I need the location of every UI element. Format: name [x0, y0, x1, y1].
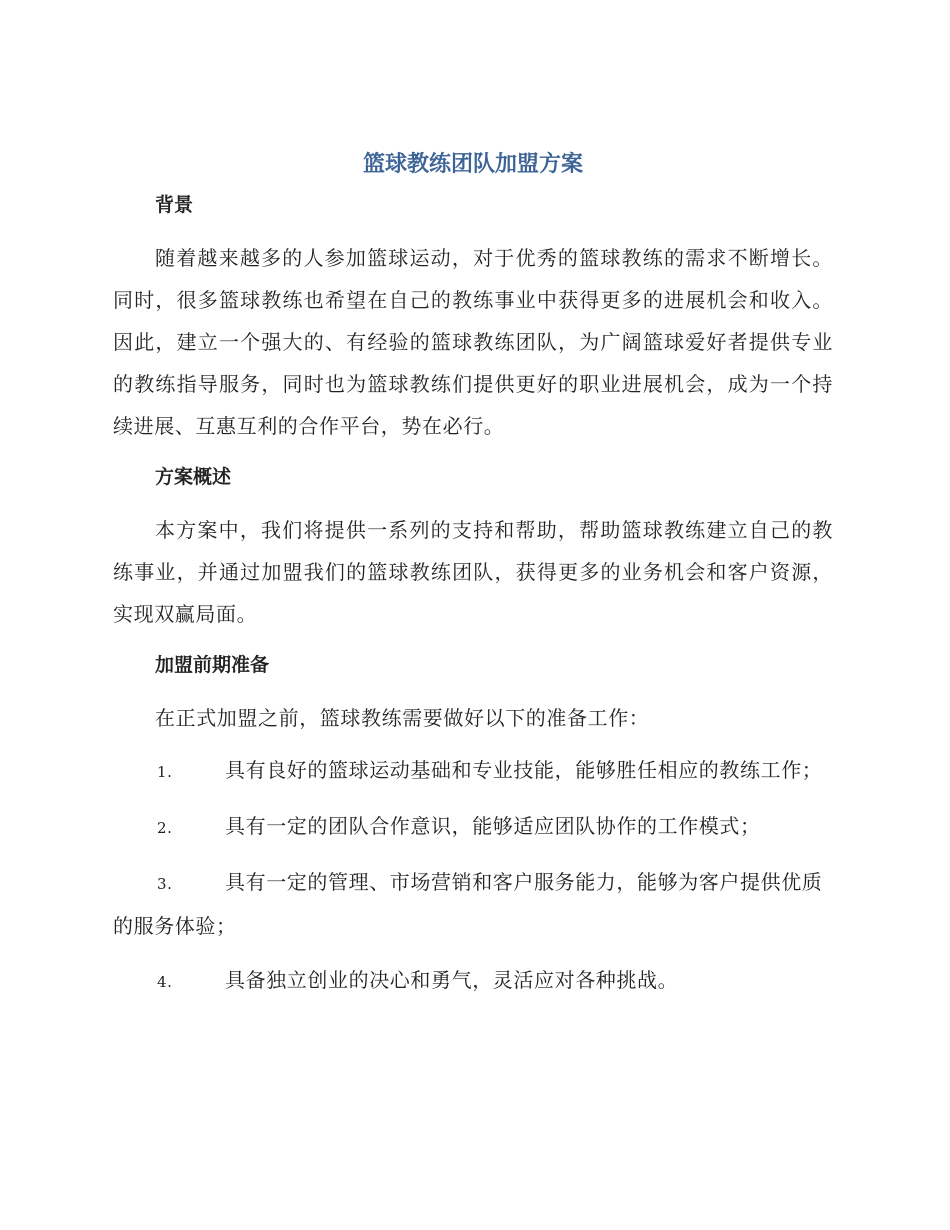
list-item-number: 1.: [157, 763, 173, 781]
paragraph-background: 随着越来越多的人参加篮球运动，对于优秀的篮球教练的需求不断增长。同时，很多篮球教练也希望在自己的教练事业中获得更多的进展机会和收入。因此，建立一个强大的、有经验的篮球教练团队，为广阔篮球爱好者提供专业的教练指导服务，同时也为篮球教练们提供更好的职业进展机会，成为一个持续进展、互惠互利的合作平台，势在必行。: [113, 246, 833, 438]
list-item-number: 4.: [157, 973, 173, 991]
paragraph-overview: 本方案中，我们将提供一系列的支持和帮助，帮助篮球教练建立自己的教练事业，并通过加盟我们的篮球教练团队，获得更多的业务机会和客户资源，实现双赢局面。: [113, 518, 833, 626]
list-item: [113, 861, 833, 947]
list-item-text: 具有一定的团队合作意识，能够适应团队协作的工作模式；: [225, 814, 761, 838]
list-item-text: 具备独立创业的决心和勇气，灵活应对各种挑战。: [225, 968, 679, 992]
section-heading-preparation: 加盟前期准备: [155, 654, 270, 676]
section-heading-overview: 方案概述: [155, 466, 232, 488]
document-page: [113, 145, 833, 1015]
list-item: [113, 749, 833, 793]
preparation-list: [113, 749, 833, 1003]
list-item-text: 具有一定的管理、市场营销和客户服务能力，能够为客户提供优质的服务体验；: [113, 870, 823, 938]
list-item: [113, 805, 833, 849]
section-heading-background: 背景: [155, 194, 194, 216]
list-item-number: 3.: [157, 875, 173, 893]
list-item-number: 2.: [157, 819, 173, 837]
paragraph-preparation-intro: 在正式加盟之前，篮球教练需要做好以下的准备工作：: [155, 706, 650, 730]
list-item-text: 具有良好的篮球运动基础和专业技能，能够胜任相应的教练工作；: [225, 758, 823, 782]
document-title: 篮球教练团队加盟方案: [362, 152, 583, 177]
list-item: [113, 959, 833, 1003]
